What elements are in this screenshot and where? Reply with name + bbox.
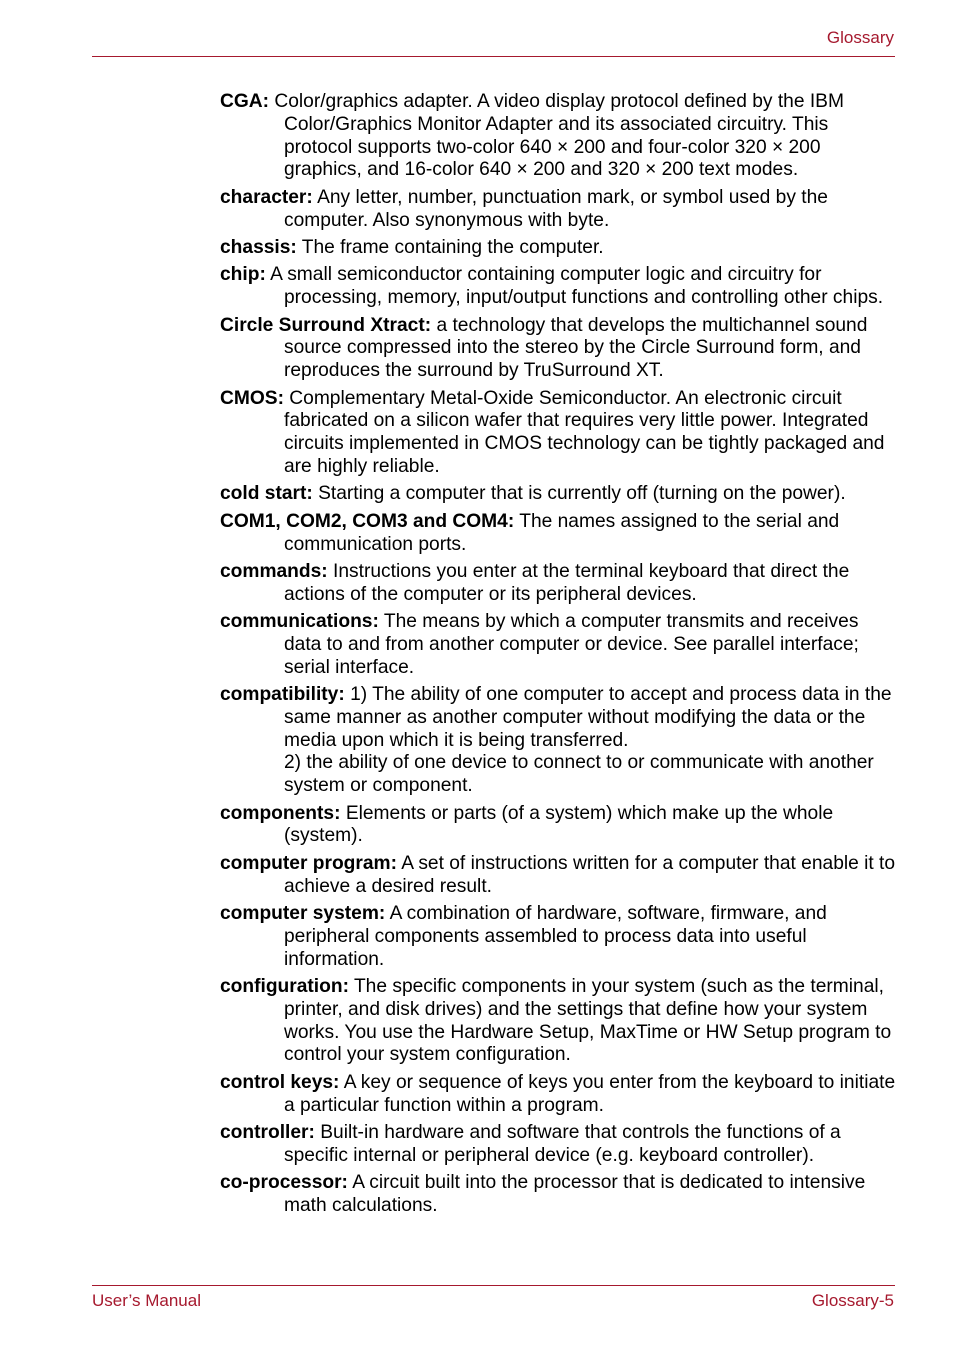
glossary-entry-computer-system (220, 903, 896, 971)
glossary-term: character: (220, 186, 313, 208)
glossary-definition: A set of instructions written for a computer that enable it to achieve a desired result. (284, 852, 896, 897)
running-header-section: Glossary (826, 28, 894, 47)
glossary-term: computer system: (220, 903, 386, 925)
glossary-definition: Complementary Metal-Oxide Semiconductor. An electronic circuit fabricated on a silicon wafer that requires very little power. Integrated circuits implemented in CMOS technology can be tightly packaged and are highly reliable. (284, 387, 885, 477)
glossary-definition: Color/graphics adapter. A video display protocol defined by the IBM Color/Graphics Monitor Adapter and its associated circuitry. This protocol supports two-color 640 × 200 and four-color 320 × 200 graphics, and 16-color 640 × 200 and 320 × 200 text modes. (274, 91, 844, 181)
glossary-entry-cga (220, 91, 896, 182)
glossary-term: control keys: (220, 1071, 340, 1093)
glossary-definition: Instructions you enter at the terminal keyboard that direct the actions of the computer or its peripheral devices. (284, 560, 850, 605)
glossary-definition: Elements or parts (of a system) which make up the whole (system). (284, 802, 834, 847)
glossary-entry-commands (220, 561, 896, 607)
glossary-definition-continuation: 2) the ability of one device to connect to or communicate with another system or component. (284, 752, 874, 797)
glossary-definition: A key or sequence of keys you enter from the keyboard to initiate a particular function within a program. (284, 1071, 896, 1116)
glossary-entry-chip (220, 264, 896, 310)
glossary-entry-control-keys (220, 1072, 896, 1118)
glossary-entry-communications (220, 611, 896, 679)
glossary-definition: Built-in hardware and software that controls the functions of a specific internal or peripheral device (e.g. keyboard controller). (284, 1121, 841, 1166)
glossary-term: COM1, COM2, COM3 and COM4: (220, 510, 515, 532)
glossary-entry-com-ports (220, 511, 896, 557)
glossary-entry-cold-start (220, 483, 896, 506)
glossary-entry-chassis (220, 237, 896, 260)
glossary-term: chassis: (220, 236, 297, 258)
glossary-term: cold start: (220, 483, 313, 505)
glossary-term: computer program: (220, 852, 397, 874)
glossary-definition: The names assigned to the serial and communication ports. (284, 510, 840, 555)
glossary-term: communications: (220, 611, 379, 633)
glossary-definition: The specific components in your system (such as the terminal, printer, and disk drives) and the settings that define how your system works. You use the Hardware Setup, MaxTime or HW Setup program to control your system configuration. (284, 976, 892, 1066)
glossary-entry-components (220, 803, 896, 849)
glossary-term: CGA: (220, 91, 270, 112)
footer-page-number: Glossary-5 (811, 1291, 894, 1310)
glossary-entry-co-processor (220, 1172, 896, 1218)
glossary-entry-compatibility (220, 684, 896, 798)
glossary-definition: a technology that develops the multichannel sound source compressed into the stereo by the Circle Surround form, and reproduces the surround by TruSurround XT. (284, 314, 868, 382)
glossary-entry-controller (220, 1122, 896, 1168)
glossary-term: co-processor: (220, 1172, 348, 1194)
glossary-definition: A small semiconductor containing computer logic and circuitry for processing, memory, input/output functions and controlling other chips. (270, 264, 884, 309)
glossary-entry-cmos (220, 388, 896, 479)
glossary-definition: Starting a computer that is currently off (turning on the power). (318, 483, 846, 505)
glossary-entry-circle-surround-xtract (220, 315, 896, 383)
footer-manual-title: User’s Manual (92, 1291, 201, 1310)
glossary-term: Circle Surround Xtract: (220, 314, 432, 336)
footer-rule (92, 1285, 895, 1286)
glossary-definition: A circuit built into the processor that is dedicated to intensive math calculations. (284, 1172, 866, 1216)
glossary-entries (220, 91, 896, 1222)
glossary-term: components: (220, 802, 341, 824)
glossary-term: configuration: (220, 976, 349, 997)
glossary-term: compatibility: (220, 684, 345, 706)
header-rule (92, 56, 895, 57)
glossary-definition: The frame containing the computer. (301, 236, 604, 258)
glossary-entry-character (220, 187, 896, 233)
glossary-entry-computer-program (220, 853, 896, 899)
glossary-term: controller: (220, 1121, 315, 1143)
glossary-definition: The means by which a computer transmits and receives data to and from another computer or device. See parallel interface; serial interface. (284, 611, 859, 678)
glossary-term: chip: (220, 264, 266, 286)
glossary-definition: A combination of hardware, software, firmware, and peripheral components assembled to process data into useful information. (284, 903, 827, 970)
glossary-term: CMOS: (220, 387, 284, 409)
glossary-term: commands: (220, 560, 328, 582)
glossary-definition: 1) The ability of one computer to accept and process data in the same manner as another computer without modifying the data or the media upon which it is being transferred. (284, 684, 892, 751)
glossary-entry-configuration (220, 976, 896, 1067)
glossary-definition: Any letter, number, punctuation mark, or symbol used by the computer. Also synonymous with byte. (284, 186, 828, 231)
